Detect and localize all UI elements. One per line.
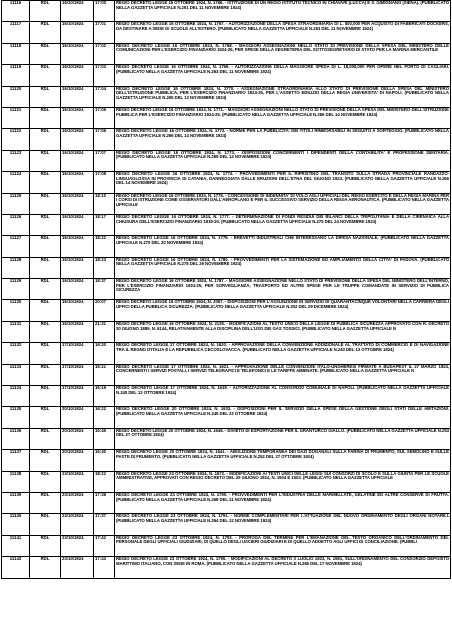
decree-time-cell: 17:00 — [94, 1, 115, 22]
decree-type-cell: RDL — [30, 386, 61, 407]
decree-number-cell: 11136 — [2, 428, 30, 449]
decree-title-cell: REGIO DECRETO LEGGE 23 OTTOBRE 1924, N. 1672. - MODIFICAZIONI AI TESTI UNICI DELLE LEGGI SUI CONSORZI DI SCOLO E SULLA GIUNTA PER LE SCUOLE AMMINISTRATIVE, APPROVATI CON REGIO DECRETO DEL 25 GIUGNO 1924, N. 1504 E 1503. (PUBBLICATO NELLA GAZZETTA UFFICIALE — [115, 471, 451, 492]
table-row — [2, 257, 451, 278]
table-row — [2, 86, 451, 107]
decree-register-table — [1, 0, 451, 579]
decree-number-cell: 11135 — [2, 407, 30, 428]
decree-number-cell: 11140 — [2, 514, 30, 535]
decree-time-cell: 17:42 — [94, 535, 115, 556]
decree-number-cell: 11120 — [2, 86, 30, 107]
table-row — [2, 150, 451, 171]
table-row — [2, 65, 451, 86]
decree-type-cell: RDL — [30, 364, 61, 385]
decree-number-cell: 11139 — [2, 492, 30, 513]
decree-number-cell: 11137 — [2, 450, 30, 471]
decree-number-cell: 11130 — [2, 300, 30, 321]
decree-time-cell: 17:06 — [94, 129, 115, 150]
table-row — [2, 279, 451, 300]
decree-time-cell: 17:38 — [94, 492, 115, 513]
decree-title-cell: REGIO DECRETO LEGGE 16 OTTOBRE 1924, N. 1780. - PROVVEDIMENTI PER LA SISTEMAZIONE ED AMPLIAMENTO DELLA CITTA' DI PADOVA. (PUBBLICATO NELLA GAZZETTA UFFICIALE N.278 DEL 26 NOVEMBRE 1924) — [115, 257, 451, 278]
decree-title-cell: REGIO DECRETO LEGGE 16 OTTOBRE 1924, N. 1767. - AUTORIZZAZIONE DELLA SPESA STRAORDINARIA DI L. 500,000 PER ACQUISTO DI FABBRICATI DOCKERS, DA DESTINARE A SEDE DI SCUOLE ALL'ESTERO. (PUBBLICATO NELLA GAZZETTA UFFICIALE N.263 DEL 11 NOVEMBRE 1924) — [115, 22, 451, 43]
decree-type-cell: RDL — [30, 43, 61, 64]
decree-date-cell: 23/10/1924 — [61, 535, 94, 556]
decree-type-cell: RDL — [30, 236, 61, 257]
decree-time-cell: 16:21 — [94, 364, 115, 385]
table-row — [2, 450, 451, 471]
decree-time-cell: 17:07 — [94, 150, 115, 171]
decree-number-cell: 11133 — [2, 364, 30, 385]
table-row — [2, 107, 451, 128]
decree-number-cell: 11125 — [2, 193, 30, 214]
table-row — [2, 129, 451, 150]
decree-number-cell: 11124 — [2, 172, 30, 193]
decree-time-cell: 17:03 — [94, 65, 115, 86]
table-row — [2, 43, 451, 64]
decree-type-cell: RDL — [30, 321, 61, 342]
decree-time-cell: 18:10 — [94, 193, 115, 214]
decree-date-cell: 23/10/1924 — [61, 471, 94, 492]
decree-date-cell: 20/10/1924 — [61, 450, 94, 471]
decree-number-cell: 11118 — [2, 43, 30, 64]
decree-time-cell: 16:40 — [94, 450, 115, 471]
table-row — [2, 343, 451, 364]
decree-title-cell: REGIO DECRETO LEGGE 23 OTTOBRE 1924, N. 1791. - NORME COMPLEMENTARI PER L'ATTUAZIONE DEL NUOVO ORDINAMENTO DEGLI ORGANI NOTARILI. (PUBBLICATO NELLA GAZZETTA UFFICIALE N.264 DEL 12 NOVEMBRE 1924) — [115, 514, 451, 535]
decree-number-cell: 11131 — [2, 321, 30, 342]
table-row — [2, 492, 451, 513]
decree-time-cell: 16:19 — [94, 386, 115, 407]
decree-date-cell: 20/10/1924 — [61, 407, 94, 428]
decree-title-cell: REGIO DECRETO LEGGE 16 OTTOBRE 1924, N. 1776. - CONCESSIONE DI INDENNITA' DI VOLO AGLI UFFICIALI DEL REGIO ESERCITO E DELLA REGIA MARINA PER I CORSI DI ISTRUZIONE COME OSSERVATORI DALL'AEROPLANO E PER IL SUCCESSIVO SERVIZIO DELLA REGIA AERONAUTICA. (PUBBLICATO NELLA GAZZETTA UFFICIALE — [115, 193, 451, 214]
decree-time-cell: 17:02 — [94, 43, 115, 64]
decree-type-cell: RDL — [30, 343, 61, 364]
decree-title-cell: REGIO DECRETO LEGGE 16 OTTOBRE 1924, N. 1768. - MAGGIORI ASSEGNAZIONI NELLO STATO DI PREVISIONE DELLA SPESA DEL MINISTERO DELLE COMUNICAZIONI PER L'ESERCIZIO FINANZIARIO 1924-25, PER SPESE DELLA SEGRETERIA DEL SOTTOSEGRETARIO DI STATO PER LA MARINA MERCANTILE — [115, 43, 451, 64]
decree-date-cell: 16/10/1924 — [61, 214, 94, 235]
decree-date-cell: 16/10/1924 — [61, 257, 94, 278]
decree-date-cell: 16/10/1924 — [61, 300, 94, 321]
decree-number-cell: 11121 — [2, 107, 30, 128]
decree-title-cell: REGIO DECRETO LEGGE 16 OTTOBRE 1924, N. 1773. - DISPOSIZIONI CONCERNENTI I DIPENDENTI DELLA CONTABILITA' E PROFESSIONE DENTARIA. (PUBBLICATO NELLA GAZZETTA UFFICIALE N.265 DEL 13 NOVEMBRE 1924) — [115, 150, 451, 171]
decree-type-cell: RDL — [30, 471, 61, 492]
decree-date-cell: 16/10/1924 — [61, 321, 94, 342]
decree-date-cell: 17/10/1924 — [61, 364, 94, 385]
decree-type-cell: RDL — [30, 150, 61, 171]
decree-time-cell: 17:05 — [94, 107, 115, 128]
decree-type-cell: RDL — [30, 514, 61, 535]
decree-date-cell: 20/10/1924 — [61, 428, 94, 449]
decree-number-cell: 11122 — [2, 129, 30, 150]
decree-number-cell: 11126 — [2, 214, 30, 235]
decree-number-cell: 11129 — [2, 279, 30, 300]
decree-title-cell: REGIO DECRETO LEGGE 16 OTTOBRE 1924, N. 1769. - AUTORIZZAZIONE DELLA MAGGIORE SPESA DI L. 18,000,000 PER OPERE NEL PORTO DI CAGLIARI. (PUBBLICATO NELLA GAZZETTA UFFICIALE N.263 DEL 11 NOVEMBRE 1924) — [115, 65, 451, 86]
decree-number-cell: 11134 — [2, 386, 30, 407]
decree-date-cell: 16/10/1924 — [61, 172, 94, 193]
decree-type-cell: RDL — [30, 1, 61, 22]
decree-number-cell: 11138 — [2, 471, 30, 492]
decree-type-cell: RDL — [30, 257, 61, 278]
table-row — [2, 1, 451, 22]
table-row — [2, 364, 451, 385]
table-row — [2, 236, 451, 257]
table-row — [2, 193, 451, 214]
decree-title-cell: REGIO DECRETO LEGGE 17 OTTOBRE 1924, N. 1619. - AUTORIZZAZIONE AL CONSORZIO COMUNALE DI NAPOLI. (PUBBLICATO NELLA GAZZETTA UFFICIALE N.240 DEL 13 OTTOBRE 1924) — [115, 386, 451, 407]
table-row — [2, 300, 451, 321]
decree-title-cell: REGIO DECRETO LEGGE 16 OTTOBRE 1924, N. 1787. - MAGGIORE ASSEGNAZIONE NELLO STATO DI PREVISIONE DELLA SPESA DEL MINISTERO DELL'INTERNO, PER L'ESERCIZIO FINANZIARIO 1924-25, PER SORVEGLIANZA, TRASPORTO ED ALTRE SPESE PER LE TRUPPE COMANDATE IN SERVIZIO DI PUBBLICA SICUREZZA — [115, 279, 451, 300]
decree-time-cell: 18:22 — [94, 236, 115, 257]
decree-title-cell: REGIO DECRETO LEGGE 20 OTTOBRE 1924, N. 1646. - DIVIETO DI ESPORTAZIONE PER IL GRANTURCO GIALLO. (PUBBLICATO NELLA GAZZETTA UFFICIALE N.253 DEL 27 OTTOBRE 1924) — [115, 428, 451, 449]
decree-type-cell: RDL — [30, 557, 61, 578]
decree-date-cell: 17/10/1924 — [61, 343, 94, 364]
table-row — [2, 386, 451, 407]
decree-number-cell: 11142 — [2, 557, 30, 578]
decree-title-cell: REGIO DECRETO LEGGE 20 OTTOBRE 1924, N. 1641. - ABOLIZIONE TEMPORANEA DEI DAZI DOGANALI SULLA FARINA DI FRUMENTO, SUL SEMOLINO E SULLE PASTE DI FRUMENTO. (PUBBLICATO NELLA GAZZETTA UFFICIALE N.252 DEL 27 OTTOBRE 1924) — [115, 450, 451, 471]
decree-title-cell: REGIO DECRETO LEGGE 20 OTTOBRE 1924, N. 1633. - DISPOSIZIONI PER IL SERVIZIO DELLA SPESE DELLA GESTIONE DEGLI STATI DELLE ABITAZIONI. (PUBBLICATO NELLA GAZZETTA UFFICIALE N.245 DEL 22 OTTOBRE 1924) — [115, 407, 451, 428]
decree-type-cell: RDL — [30, 450, 61, 471]
table-row — [2, 321, 451, 342]
decree-title-cell: REGIO DECRETO LEGGE 16 OTTOBRE 1924, N. 1770. - ASSEGNAZIONE STRAORDINARIA ALLO STATO DI PREVISIONE DELLA SPESA DEL MINISTERO DELL'ISTRUZIONE PUBBLICA, PER L'ESERCIZIO FINANZIARIO 1924-25, PER L'ASSETTO EDILIZIO DELLA REGIA UNIVERSITA' DI NAPOLI. (PUBBLICATO NELLA GAZZETTA UFFICIALE N.265 DEL 13 NOVEMBRE 1924) — [115, 86, 451, 107]
decree-time-cell: 18:22 — [94, 471, 115, 492]
decree-number-cell: 11119 — [2, 65, 30, 86]
decree-title-cell: REGIO DECRETO LEGGE 17 OTTOBRE 1924, N. 1621. - APPROVAZIONE DELLE CONVENZIONI ITALO-UNGHERESI FIRMATE A BUDAPEST IL 27 MARZO 1924, CONCERNENTI I SERVIZI POSTALI, I SERVIZI TELEGRAFICI E TELEFONICI E LE TARIFFE ABBINATE. (PUBBLICATO NELLA GAZZETTA UFFICIALE N — [115, 364, 451, 385]
decree-date-cell: 16/10/1924 — [61, 236, 94, 257]
decree-number-cell: 11117 — [2, 22, 30, 43]
decree-time-cell: 21:31 — [94, 321, 115, 342]
decree-time-cell: 18:23 — [94, 257, 115, 278]
decree-type-cell: RDL — [30, 492, 61, 513]
decree-time-cell: 17:01 — [94, 22, 115, 43]
decree-type-cell: RDL — [30, 172, 61, 193]
table-row — [2, 471, 451, 492]
decree-date-cell: 16/10/1924 — [61, 65, 94, 86]
decree-time-cell: 20:07 — [94, 300, 115, 321]
decree-title-cell: REGIO DECRETO LEGGE 16 OTTOBRE 1924, N. 1771. - MAGGIORI ASSEGNAZIONI NELLO STATO DI PREVISIONE DELLA SPESA DEL MINISTERO DELL'ISTRUZIONE PUBBLICA PER L'ESERCIZIO FINANZIARIO 1924-25. (PUBBLICATO NELLA GAZZETTA UFFICIALE N.266 DEL 14 NOVEMBRE 1924) — [115, 107, 451, 128]
decree-type-cell: RDL — [30, 65, 61, 86]
decree-time-cell: 17:43 — [94, 557, 115, 578]
decree-title-cell: REGIO DECRETO LEGGE 23 OTTOBRE 1924, N. 1795. - MODIFICAZIONI AL DECRETO 3 LUGLIO 1923, N. 1591, SULL'ORDINAMENTO DEL CONSORZIO DEPOSITO MARITTIMO ITALIANO, CON SEDE IN ROMA. (PUBBLICATO NELLA GAZZETTA UFFICIALE N.266 DEL 17 NOVEMBRE 1924) — [115, 557, 451, 578]
decree-title-cell: REGIO DECRETO LEGGE 16 OTTOBRE 1924, N. 1779. - BREVETTI INDUSTRIALI CHE INTERESSANO LA DIFESA NAZIONALE. (PUBBLICATO NELLA GAZZETTA UFFICIALE N.270 DEL 20 NOVEMBRE 1924) — [115, 236, 451, 257]
decree-title-cell: REGIO DECRETO LEGGE 16 OTTOBRE 1924, N. 2135. - MODIFICAZIONI AL TESTO UNICO DELLA LEGGE DI PUBBLICA SICUREZZA APPROVATO CON R. DECRETO 30 GIUGNO 1889, N. 6144, RELATIVAMENTE ALLA DISCIPLINA DELL'USO DEI GAS TOSSICI. (PUBBLICATO NELLA GAZZETTA UFFICIALE N — [115, 321, 451, 342]
decree-date-cell: 16/10/1924 — [61, 43, 94, 64]
decree-title-cell: REGIO DECRETO LEGGE 16 OTTOBRE 1924, N. 1766. - ISTITUZIONE DI UN REGIO ISTITUTO TECNICO IN CHIAVARI (LUCCA) E S. GIMIGNANO (SIENA). (PUBBLICATO NELLA GAZZETTA UFFICIALE N.261 DEL 11 NOVEMBRE 1924) — [115, 1, 451, 22]
decree-date-cell: 16/10/1924 — [61, 279, 94, 300]
decree-date-cell: 16/10/1924 — [61, 107, 94, 128]
decree-date-cell: 23/10/1924 — [61, 557, 94, 578]
decree-date-cell: 17/10/1924 — [61, 386, 94, 407]
decree-type-cell: RDL — [30, 279, 61, 300]
table-row — [2, 214, 451, 235]
decree-type-cell: RDL — [30, 107, 61, 128]
decree-time-cell: 17:37 — [94, 514, 115, 535]
table-row — [2, 557, 451, 578]
table-row — [2, 514, 451, 535]
decree-title-cell: REGIO DECRETO LEGGE 16 OTTOBRE 1924, N. 1772. - NORME PER LA PUBBLICITA' DEI TITOLI RIMBORSABILI IN SEGUITO A SORTEGGIO. (PUBBLICATO NELLA GAZZETTA UFFICIALE N.266 DEL 14 NOVEMBRE 1924) — [115, 129, 451, 150]
decree-time-cell: 18:17 — [94, 214, 115, 235]
decree-type-cell: RDL — [30, 193, 61, 214]
decree-number-cell: 11127 — [2, 236, 30, 257]
decree-date-cell: 16/10/1924 — [61, 1, 94, 22]
decree-date-cell: 23/10/1924 — [61, 492, 94, 513]
decree-number-cell: 11116 — [2, 1, 30, 22]
register-body — [2, 1, 451, 579]
decree-number-cell: 11141 — [2, 535, 30, 556]
decree-number-cell: 11132 — [2, 343, 30, 364]
decree-date-cell: 16/10/1924 — [61, 150, 94, 171]
table-row — [2, 428, 451, 449]
table-row — [2, 407, 451, 428]
decree-title-cell: REGIO DECRETO LEGGE 23 OTTOBRE 1924, N. 1790. - PROVVEDIMENTI PER L'INDUSTRIA DELLE MARMELLATE, GELATINE ED ALTRE CONSERVE DI FRUTTA. (PUBBLICATO NELLA GAZZETTA UFFICIALE N.268 DEL 11 NOVEMBRE 1924) — [115, 492, 451, 513]
decree-date-cell: 16/10/1924 — [61, 22, 94, 43]
table-row — [2, 22, 451, 43]
decree-number-cell: 11128 — [2, 257, 30, 278]
decree-title-cell: REGIO DECRETO LEGGE 16 OTTOBRE 1924, N. 2067. - DISPOSIZIONI PER L'ASSUNZIONE IN SERVIZIO DI QUARANTACINQUE VOLONTARI NELLA CARRIERA DEGLI UFFICI DELLA PUBBLICA SICUREZZA. (PUBBLICATO NELLA GAZZETTA UFFICIALE N.302 DEL 29 DICEMBRE 1924) — [115, 300, 451, 321]
decree-date-cell: 16/10/1924 — [61, 129, 94, 150]
decree-type-cell: RDL — [30, 428, 61, 449]
decree-date-cell: 16/10/1924 — [61, 86, 94, 107]
decree-date-cell: 16/10/1924 — [61, 193, 94, 214]
decree-type-cell: RDL — [30, 22, 61, 43]
table-row — [2, 172, 451, 193]
decree-title-cell: REGIO DECRETO LEGGE 16 OTTOBRE 1924, N. 1777. - DETERMINAZIONE DI FONDI RESIDUI DEI BILANCI DELLA TRIPOLITANIA E DELLA CIRENAICA ALLA CHIUSURA DELL'ESERCIZIO FINANZIARIO 1919-20. (PUBBLICATO NELLA GAZZETTA UFFICIALE N.275 DEL 24 NOVEMBRE 1924) — [115, 214, 451, 235]
decree-time-cell: 17:08 — [94, 172, 115, 193]
decree-title-cell: REGIO DECRETO LEGGE 17 OTTOBRE 1924, N. 1620. - APPROVAZIONE DELLA CONVENZIONE ADDIZIONALE AL TRATTATO DI COMMERCIO E DI NAVIGAZIONE TRA IL REGNO D'ITALIA E LA REPUBBLICA CECOSLOVACCA. (PUBBLICATO NELLA GAZZETTA UFFICIALE N.240 DEL 13 OTTOBRE 1924) — [115, 343, 451, 364]
table-row — [2, 535, 451, 556]
decree-title-cell: REGIO DECRETO LEGGE 23 OTTOBRE 1924, N. 1793. - PROROGA DEL TERMINE PER L'EMANAZIONE DEL TESTO ORGANICO DELL'ORDINAMENTO DEL PERSONALE DEGLI UFFICIALI GIUDIZIARI, DI QUELLO DEGLI USCIERI GIUDIZIARI E DI QUELLO ADDETTO AGLI UFFICI DI CONCILIAZIONE. (PUBBLI — [115, 535, 451, 556]
decree-number-cell: 11123 — [2, 150, 30, 171]
decree-type-cell: RDL — [30, 129, 61, 150]
decree-date-cell: 23/10/1924 — [61, 514, 94, 535]
decree-time-cell: 16:20 — [94, 343, 115, 364]
decree-type-cell: RDL — [30, 535, 61, 556]
decree-time-cell: 16:45 — [94, 428, 115, 449]
decree-type-cell: RDL — [30, 86, 61, 107]
decree-time-cell: 18:37 — [94, 279, 115, 300]
decree-type-cell: RDL — [30, 300, 61, 321]
decree-type-cell: RDL — [30, 214, 61, 235]
decree-time-cell: 16:22 — [94, 407, 115, 428]
decree-type-cell: RDL — [30, 407, 61, 428]
decree-time-cell: 17:04 — [94, 86, 115, 107]
decree-title-cell: REGIO DECRETO LEGGE 16 OTTOBRE 1924, N. 1774. - PROVVEDIMENTI PER IL RIPRISTINO DEL TRANSITO SULLA STRADA PROVINCIALE RANDAZZO-LINGUAGLOSSA IN PROVINCIA DI CATANIA, DANNEGGIATA DALLE ERUZIONI DELL'ETNA DEL GIUGNO 1923. (PUBBLICATO NELLA GAZZETTA UFFICIALE N.266 DEL 14 NOVEMBRE 1924) — [115, 172, 451, 193]
